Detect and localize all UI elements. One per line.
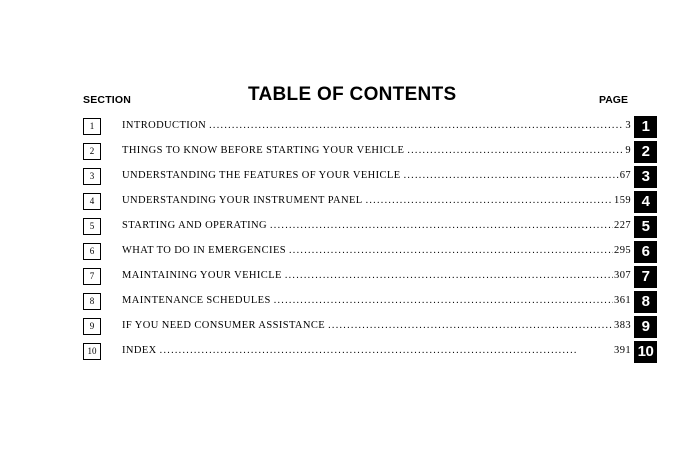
toc-entry-label: INTRODUCTION (122, 120, 207, 131)
toc-row[interactable] (0, 290, 675, 314)
toc-entry[interactable] (122, 170, 631, 184)
toc-page-number: 295 (614, 245, 631, 256)
toc-entry-label: INDEX (122, 345, 157, 356)
section-tab[interactable]: 8 (634, 291, 657, 313)
toc-entry[interactable] (122, 295, 631, 309)
toc-page-number: 159 (614, 195, 631, 206)
toc-entry[interactable] (122, 245, 631, 259)
toc-page-number: 307 (614, 270, 631, 281)
toc-row[interactable] (0, 140, 675, 164)
section-number-box: 2 (83, 143, 101, 160)
dot-leader (404, 170, 619, 181)
section-tab[interactable]: 2 (634, 141, 657, 163)
toc-entry[interactable] (122, 120, 631, 134)
toc-entry-label: UNDERSTANDING THE FEATURES OF YOUR VEHICLE (122, 170, 401, 181)
toc-row[interactable] (0, 340, 675, 364)
toc-row[interactable] (0, 190, 675, 214)
page-column-header: PAGE (599, 94, 628, 106)
dot-leader (285, 270, 613, 281)
section-number-box: 3 (83, 168, 101, 185)
toc-entry[interactable] (122, 145, 631, 159)
toc-entry-label: THINGS TO KNOW BEFORE STARTING YOUR VEHICLE (122, 145, 405, 156)
section-number-box: 4 (83, 193, 101, 210)
toc-row[interactable] (0, 315, 675, 339)
dot-leader (209, 120, 624, 131)
section-tab[interactable]: 9 (634, 316, 657, 338)
toc-page-number: 361 (614, 295, 631, 306)
dot-leader (160, 345, 613, 356)
toc-page-number: 391 (614, 345, 631, 356)
toc-entry[interactable] (122, 195, 631, 209)
section-tab[interactable]: 6 (634, 241, 657, 263)
toc-entry-label: IF YOU NEED CONSUMER ASSISTANCE (122, 320, 326, 331)
toc-entry[interactable] (122, 345, 631, 359)
toc-entry-label: WHAT TO DO IN EMERGENCIES (122, 245, 286, 256)
toc-entry-label: MAINTAINING YOUR VEHICLE (122, 270, 282, 281)
dot-leader (366, 195, 613, 206)
section-tab[interactable]: 3 (634, 166, 657, 188)
section-number-box: 1 (83, 118, 101, 135)
section-tab[interactable]: 7 (634, 266, 657, 288)
section-tab[interactable]: 10 (634, 341, 657, 363)
dot-leader (270, 220, 613, 231)
section-tab[interactable]: 5 (634, 216, 657, 238)
toc-entry[interactable] (122, 270, 631, 284)
section-number-box: 5 (83, 218, 101, 235)
toc-row[interactable] (0, 240, 675, 264)
toc-entry-label: MAINTENANCE SCHEDULES (122, 295, 271, 306)
toc-row[interactable] (0, 115, 675, 139)
toc-page-number: 9 (625, 145, 631, 156)
toc-page-number: 227 (614, 220, 631, 231)
toc-row[interactable] (0, 215, 675, 239)
section-tab[interactable]: 1 (634, 116, 657, 138)
section-number-box: 8 (83, 293, 101, 310)
section-number-box: 9 (83, 318, 101, 335)
dot-leader (274, 295, 613, 306)
section-number-box: 7 (83, 268, 101, 285)
toc-row[interactable] (0, 165, 675, 189)
section-number-box: 6 (83, 243, 101, 260)
dot-leader (407, 145, 624, 156)
section-number-box: 10 (83, 343, 101, 360)
toc-page-number: 3 (625, 120, 631, 131)
toc-page-number: 67 (619, 170, 631, 181)
toc-page-number: 383 (614, 320, 631, 331)
page-title: TABLE OF CONTENTS (248, 84, 457, 105)
toc-entry[interactable] (122, 220, 631, 234)
toc-entry[interactable] (122, 320, 631, 334)
section-tab[interactable]: 4 (634, 191, 657, 213)
toc-row[interactable] (0, 265, 675, 289)
dot-leader (328, 320, 613, 331)
section-column-header: SECTION (83, 94, 132, 106)
toc-entry-label: STARTING AND OPERATING (122, 220, 267, 231)
toc-entry-label: UNDERSTANDING YOUR INSTRUMENT PANEL (122, 195, 363, 206)
dot-leader (289, 245, 613, 256)
